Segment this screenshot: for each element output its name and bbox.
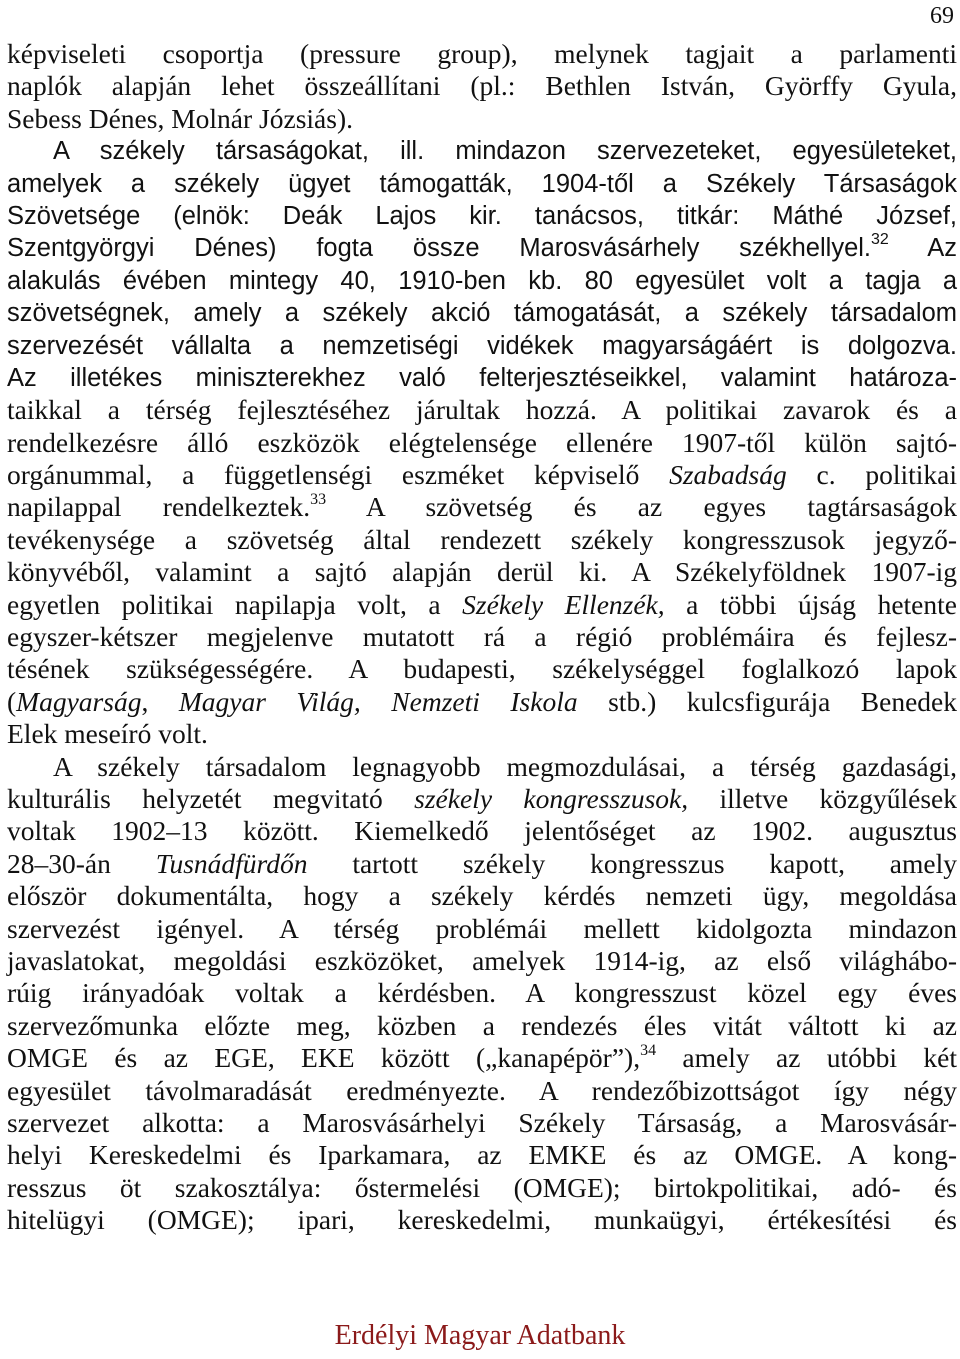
text-line — [7, 491, 957, 523]
text-segment: szervezését vállalta a nemzetiségi vidékek magyarságáért is dolgozva. — [7, 331, 957, 360]
text-line — [7, 394, 957, 426]
italic-text: Tusnádfürdőn — [155, 847, 308, 879]
text-line — [7, 265, 957, 297]
footnote-ref: 33 — [310, 491, 327, 509]
text-line — [7, 913, 957, 945]
text-segment: könyvéből, valamint a sajtó alapján derül ki. A Székelyföldnek 1907-ig — [7, 556, 957, 588]
text-segment: A székely társadalom legnagyobb megmozdulásai, a térség gazdasági, — [53, 750, 957, 782]
text-line — [7, 427, 957, 459]
text-segment: taikkal a térség fejlesztéséhez járultak hozzá. A politikai zavarok és a — [7, 394, 957, 426]
text-line — [7, 524, 957, 556]
text-segment: OMGE és az EGE, EKE között („kanapépör”), — [7, 1042, 641, 1074]
text-line — [7, 200, 957, 232]
text-segment: resszus öt szakosztálya: őstermelési (OMGE); birtokpolitikai, adó- és — [7, 1171, 957, 1203]
text-line — [7, 945, 957, 977]
text-line — [7, 103, 957, 135]
text-line — [7, 1204, 957, 1236]
text-segment: amelyek a székely ügyet támogatták, 1904-től a Székely Társaságok — [7, 169, 957, 198]
text-line — [7, 330, 957, 362]
text-line — [7, 1107, 957, 1139]
text-line — [7, 589, 957, 621]
text-segment: szervezet alkotta: a Marosvásárhelyi Székely Társaság, a Marosvásár- — [7, 1106, 957, 1138]
text-segment: 28–30-án — [7, 847, 156, 879]
text-segment: szervezőmunka előzte meg, közben a rendezés éles vitát váltott ki az — [7, 1009, 957, 1041]
text-line — [7, 1042, 957, 1074]
text-segment: alakulás évében mintegy 40, 1910-ben kb. 80 egyesület volt a tagja a — [7, 266, 957, 295]
text-segment: hitelügyi (OMGE); ipari, kereskedelmi, munkaügyi, értékesítési és — [7, 1204, 957, 1236]
text-line — [7, 70, 957, 102]
text-line — [7, 232, 957, 264]
text-line — [7, 1172, 957, 1204]
text-line — [7, 1010, 957, 1042]
text-line — [7, 880, 957, 912]
italic-text: Magyarság — [16, 685, 142, 717]
text-segment: egyesület távolmaradását eredményezte. A rendezőbizottságot így négy — [7, 1074, 957, 1106]
footnote-ref: 32 — [871, 231, 889, 249]
text-line — [7, 38, 957, 70]
text-segment: egyszer-kétszer megjelenve mutatott rá a régió problémáira és fejlesz- — [7, 621, 957, 653]
text-segment: stb.) kulcsfigurája Benedek — [577, 685, 957, 717]
text-line — [7, 686, 957, 718]
text-line — [7, 297, 957, 329]
text-segment: Szentgyörgyi Dénes) fogta össze Marosvásárhely székhellyel. — [7, 234, 871, 263]
text-segment: c. politikai — [786, 459, 957, 491]
text-segment: napilappal rendelkeztek. — [7, 491, 311, 523]
text-segment: A székely társaságokat, ill. mindazon szervezeteket, egyesületeket, — [53, 137, 957, 166]
italic-text: Székely Ellenzék, — [462, 588, 665, 620]
text-segment: helyi Kereskedelmi és Iparkamara, az EMKE és az OMGE. A kong- — [7, 1139, 957, 1171]
text-segment: ( — [7, 685, 17, 717]
body-text — [7, 38, 957, 1236]
text-segment: Sebess Dénes, Molnár Józsiás). — [7, 102, 353, 134]
page-number: 69 — [930, 3, 954, 29]
italic-text: Magyar Világ, Nemzeti Iskola — [178, 685, 578, 717]
footnote-ref: 34 — [640, 1042, 657, 1060]
footer-watermark: Erdélyi Magyar Adatbank — [334, 1320, 626, 1351]
text-segment: a többi újság hetente — [664, 588, 957, 620]
italic-text: székely kongresszusok, — [414, 782, 689, 814]
text-segment: Az — [888, 234, 958, 263]
text-segment: javaslatokat, megoldási eszközöket, amelyek 1914-ig, az első világhábo- — [7, 944, 957, 976]
text-line — [7, 751, 957, 783]
text-line — [7, 977, 957, 1009]
text-segment: tésének szükségességére. A budapesti, székelységgel foglalkozó lapok — [7, 653, 957, 685]
text-segment: rúig irányadóak voltak a kérdésben. A kongresszust közel egy éves — [7, 977, 957, 1009]
text-segment: illetve közgyűlések — [688, 782, 957, 814]
text-segment: rendelkezésre álló eszközök elégtelensége ellenére 1907-től külön sajtó- — [7, 426, 957, 458]
text-segment: Az illetékes miniszterekhez való felterjesztéseikkel, valamint határoza- — [7, 363, 957, 392]
text-segment: A szövetség és az egyes tagtársaságok — [326, 491, 957, 523]
text-segment: Elek meseíró volt. — [7, 718, 208, 750]
text-line — [7, 362, 957, 394]
text-line — [7, 1139, 957, 1171]
text-line — [7, 556, 957, 588]
text-segment: voltak 1902–13 között. Kiemelkedő jelentőséget az 1902. augusztus — [7, 815, 957, 847]
text-line — [7, 1075, 957, 1107]
text-segment: kulturális helyzetét megvitató — [7, 782, 415, 814]
text-segment: amely az utóbbi két — [656, 1042, 957, 1074]
text-segment: szövetségnek, amely a székely akció támogatását, a székely társadalom — [7, 299, 957, 328]
text-segment: egyetlen politikai napilapja volt, a — [7, 588, 463, 620]
text-segment: tartott székely kongresszus kapott, amely — [307, 847, 957, 879]
text-segment: orgánummal, a függetlenségi eszméket képviselő — [7, 459, 670, 491]
text-line — [7, 783, 957, 815]
text-line — [7, 621, 957, 653]
italic-text: Szabadság — [669, 459, 787, 491]
text-segment: , — [141, 685, 179, 717]
text-line — [7, 815, 957, 847]
text-segment: Szövetsége (elnök: Deák Lajos kir. tanácsos, titkár: Máthé József, — [7, 201, 957, 230]
text-segment: tevékenysége a szövetség által rendezett székely kongresszusok jegyző- — [7, 523, 957, 555]
text-segment: először dokumentálta, hogy a székely kérdés nemzeti ügy, megoldása — [7, 880, 957, 912]
text-segment: naplók alapján lehet összeállítani (pl.: Bethlen István, Györffy Gyula, — [7, 70, 957, 102]
text-line — [7, 168, 957, 200]
text-line — [7, 653, 957, 685]
text-line — [7, 848, 957, 880]
text-segment: szervezést igényel. A térség problémái mellett kidolgozta mindazon — [7, 912, 957, 944]
text-line — [7, 459, 957, 491]
text-line — [7, 135, 957, 167]
text-segment: képviseleti csoportja (pressure group), melynek tagjait a parlamenti — [7, 38, 957, 69]
text-line — [7, 718, 957, 750]
